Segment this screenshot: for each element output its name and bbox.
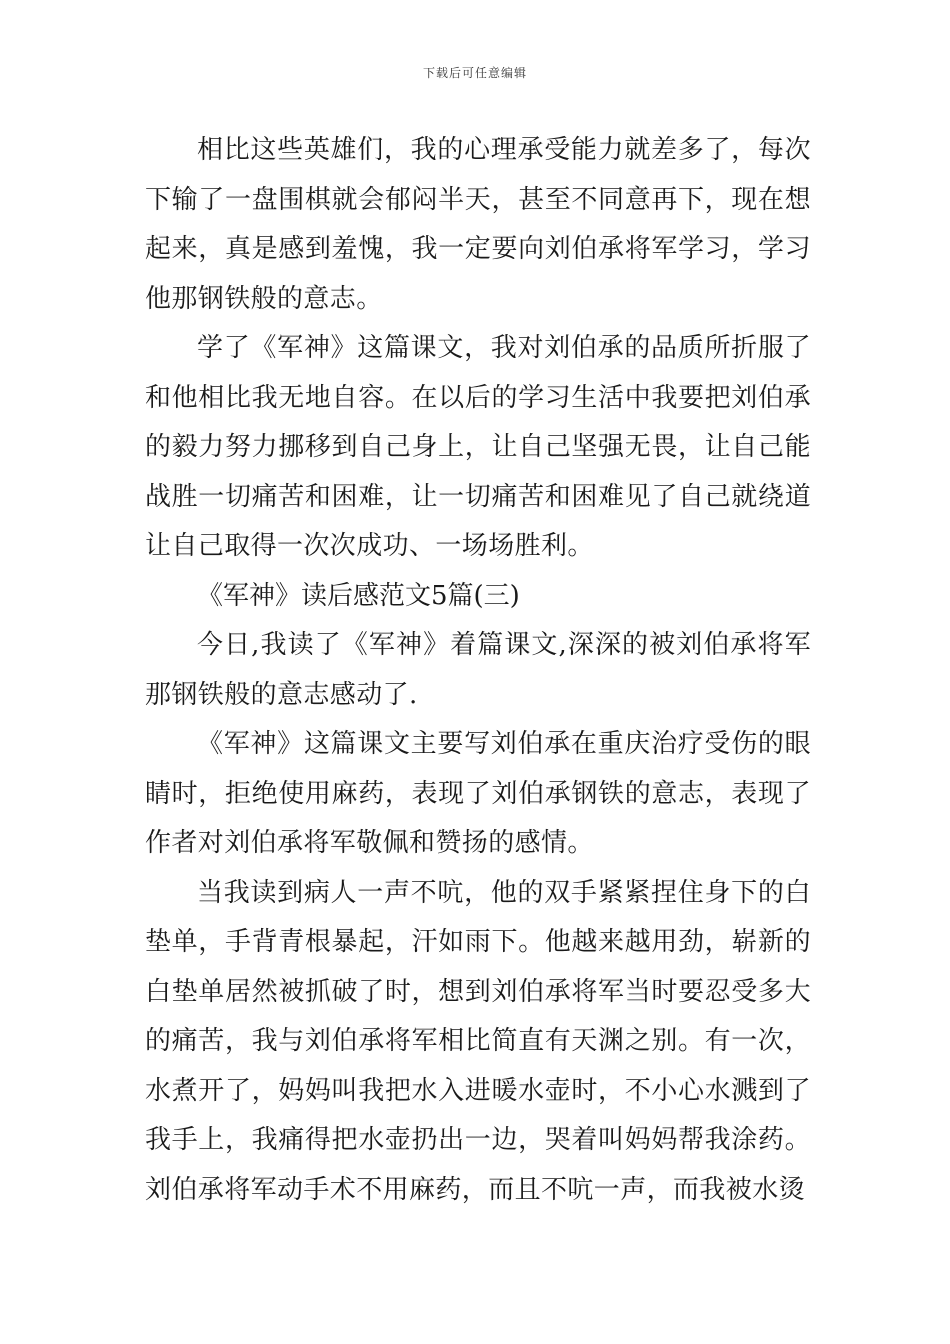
paragraph-main-idea: 《军神》这篇课文主要写刘伯承在重庆治疗受伤的眼睛时，拒绝使用麻药，表现了刘伯承钢铁的意志，表现了作者对刘伯承将军敬佩和赞扬的感情。 [145,729,811,858]
document-body [145,126,811,1215]
section-heading: 《军神》读后感范文5篇(三) [197,580,520,611]
paragraph-comparison: 当我读到病人一声不吭，他的双手紧紧捏住身下的白垫单，手背青根暴起，汗如雨下。他越来越用劲，崭新的白垫单居然被抓破了时，想到刘伯承将军当时要忍受多大的痛苦，我与刘伯承将军相比简直有天渊之别。有一次，水煮开了，妈妈叫我把水入进暖水壶时，不小心水溅到了我手上，我痛得把水壶扔出一边，哭着叫妈妈帮我涂药。刘伯承将军动手术不用麻药，而且不吭一声，而我被水烫 [145,877,811,1205]
paragraph-intro: 今日,我读了《军神》着篇课文,深深的被刘伯承将军那钢铁般的意志感动了. [145,630,811,710]
page-header-note: 下载后可任意编辑 [422,66,527,80]
paragraph-lesson-summary: 学了《军神》这篇课文，我对刘伯承的品质所折服了和他相比我无地自容。在以后的学习生活中我要把刘伯承的毅力努力挪移到自己身上，让自己坚强无畏，让自己能战胜一切痛苦和困难，让一切痛苦和困难见了自己就绕道让自己取得一次次成功、一场场胜利。 [145,333,811,561]
paragraph-reflection: 相比这些英雄们，我的心理承受能力就差多了，每次下输了一盘围棋就会郁闷半天，甚至不同意再下，现在想起来，真是感到羞愧，我一定要向刘伯承将军学习，学习他那钢铁般的意志。 [145,135,811,314]
